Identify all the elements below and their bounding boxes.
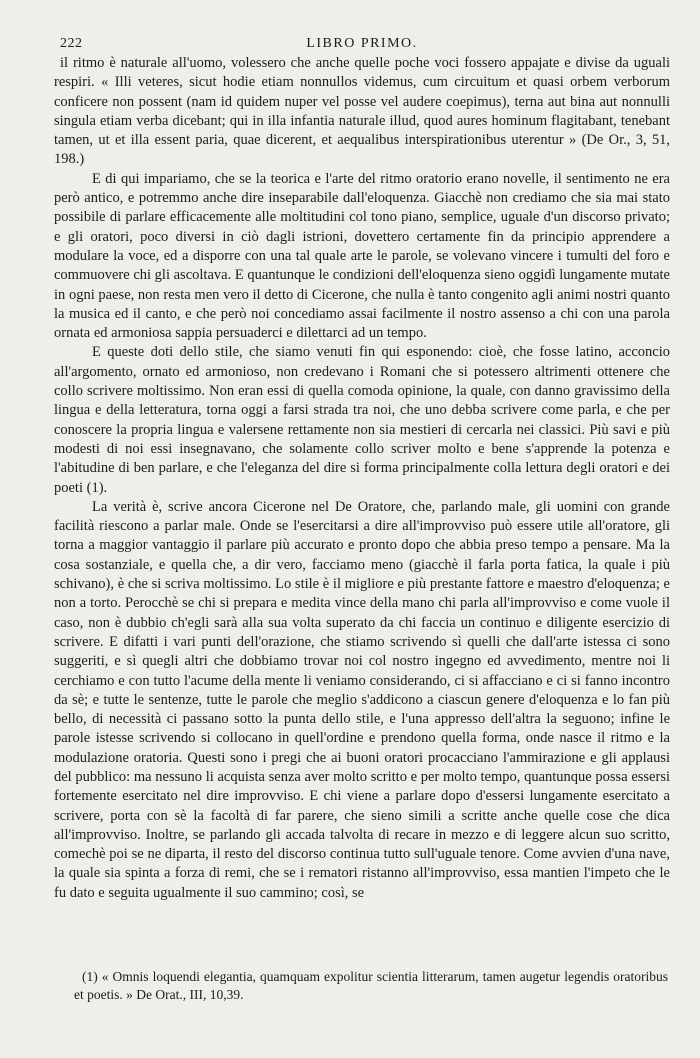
footnote	[74, 968, 668, 1004]
paragraph-cicero-writing: La verità è, scrive ancora Cicerone nel De Oratore, che, parlando male, gli uomini con grande facilità riescono a parlar male. Onde se l'esercitarsi a dire all'improvviso può essere utile all'oratore, gli torna a maggior vantaggio il parlare più accurato e pronto dopo che abbia preso tempo a pensare. Ma la cosa sostanziale, e quella che, a dir vero, facciamo meno (giacchè il farla porta fatica, la quale i più schivano), è che si scriva moltissimo. Lo stile è il migliore e più prestante fattore e maestro d'eloquenza; e non a torto. Perocchè se chi si prepara e medita vince della mano chi parla all'improvviso e come vuole il caso, non è dubbio ch'egli sarà alla sua volta superato da chi faccia un continuo e diligente esercizio di scrivere. E difatti i vari punti dell'orazione, che stiamo scrivendo sì quelli che dall'arte istessa ci sono suggeriti, e sì quegli altri che dobbiamo trovar noi col nostro ingegno ed avvedimento, mentre noi li cerchiamo e con tutto l'acume della mente li veniamo considerando, ci si affacciano e ci si fanno incontro da sè; e tutte le sentenze, tutte le parole che meglio s'addicono a ciascun genere d'eloquenza e lo fan più bello, di necessità ci passano sotto la punta dello stile, e l'una appresso dell'altra la seguono; infine le parole istesse scrivendo si collocano in quell'ordine e prendono quella forma, onde nasce il ritmo e la modulazione oratoria. Questi sono i pregi che ai buoni oratori procacciano l'ammirazione e gli applausi del pubblico: ma nessuno li acquista senza aver molto scritto e per molto tempo, quantunque possa essersi fortemente esercitato nel dire improvviso. E chi viene a parlare dopo d'essersi lungamente esercitato a scrivere, porta con sè la facoltà di far parere, che sieno simili a scritte anche quelle cose che dica all'improvviso. Inoltre, se parlando gli accada talvolta di recare in mezzo e di leggere alcun suo scritto, comechè poi se ne diparta, il resto del discorso continua tutto sull'uguale tenore. Come avvien d'una nave, la quale sia spinta a forza di remi, che se i rematori ristanno all'improvviso, essa mantien l'impeto che le fu dato e seguita ugualmente il suo cammino; così, se	[54, 498, 670, 901]
paragraph-continuation: il ritmo è naturale all'uomo, volessero che anche quelle poche voci fossero appajate e divise da uguali respiri. « Illi veteres, sicut hodie etiam nonnullos videmus, cum circuitum et quasi orbem verborum conficere non possent (nam id quidem nuper vel posse vel audere coepimus), terna aut bina aut nonnulli singula etiam verba dicebant; qui in illa infantia naturale illud, quod aures hominum flagitabant, tenebant tamen, ut et illa essent paria, quae dicerent, et aequalibus interspirationibus uterentur » (De Or., 3, 51, 198.)	[54, 55, 670, 168]
book-page	[54, 36, 670, 903]
paragraph-style-qualities: E queste doti dello stile, che siamo venuti fin qui esponendo: cioè, che fosse latino, acconcio all'argomento, ornato ed armonioso, non credevano i Romani che si potessero altrimenti ottenere che collo scrivere moltissimo. Non eran essi di quella comoda opinione, la quale, con danno gravissimo della lingua e della letteratura, torna oggi a farsi strada tra noi, che uno debba scrivere come parla, e che per conoscere la propria lingua e valersene rettamente non sia mestieri di cercarla nei classici. Più savi e più modesti di noi essi insegnavano, che solamente collo scriver molto e bene s'apprende la potenza e l'abitudine di ben parlare, e che l'eleganza del dire si forma principalmente colla lettura degli oratori e dei poeti (1).	[54, 344, 670, 496]
running-head	[54, 36, 670, 54]
body-text	[54, 54, 670, 903]
running-title: LIBRO PRIMO.	[306, 36, 418, 51]
paragraph-rhythm: E di qui impariamo, che se la teorica e l'arte del ritmo oratorio erano novelle, il sentimento ne era però antico, e potremmo anche dire inseparabile dall'eloquenza. Giacchè non crediamo che sia mai stato possibile di parlare efficacemente alle moltitudini col tono piano, semplice, uguale d'un discorso privato; e gli oratori, poco diversi in ciò dagli istrioni, dovettero certamente fin da principio apprendere a modulare la voce, ed a disporre con una tal quale arte le parole, se volevano vincere i tumulti del foro e commuovere chi gli ascoltava. E quantunque le condizioni dell'eloquenza sieno oggidì lungamente mutate in ogni paese, non resta men vero il detto di Cicerone, che nulla è tanto congenito agli animi nostri quanto la musica ed il canto, e che però noi concediamo assai facilmente il nostro assenso a chi con una parola ornata ed armoniosa sappia persuaderci e dilettarci ad un tempo.	[54, 170, 670, 342]
footnote-text: (1) « Omnis loquendi elegantia, quamquam expolitur scientia litterarum, tamen augetur legendis oratoribus et poetis. » De Orat., III, 10,39.	[74, 969, 668, 1002]
page-number: 222	[60, 36, 83, 51]
